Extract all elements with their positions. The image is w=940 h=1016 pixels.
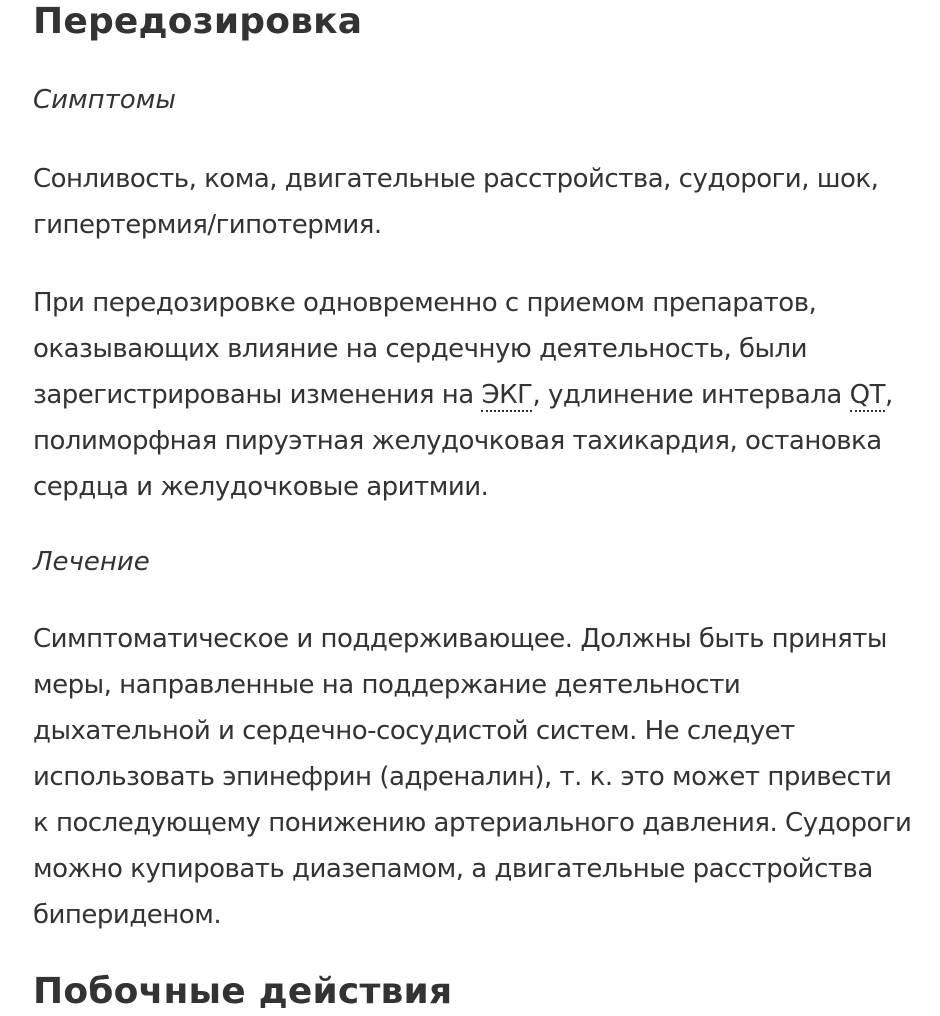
paragraph-symptoms: Сонливость, кома, двигательные расстройства, судороги, шок, гипертермия/гипотермия.: [33, 164, 879, 240]
subheading-symptoms: Симптомы: [33, 85, 176, 115]
cardiac-text-part3: , полиморфная пируэтная желудочковая тахикардия, остановка сердца и желудочковые аритмии.: [33, 380, 893, 502]
paragraph-cardiac-effects: [33, 280, 913, 510]
cardiac-text-part2: , удлинение интервала: [532, 380, 850, 410]
cardiac-text-part1: При передозировке одновременно с приемом препаратов, оказывающих влияние на сердечную деятельность, были зарегистрированы изменения на: [33, 288, 817, 410]
abbr-ecg[interactable]: ЭКГ: [481, 380, 533, 410]
section-title-overdose: Передозировка: [33, 1, 363, 42]
subheading-treatment: Лечение: [33, 547, 150, 577]
abbr-qt[interactable]: QT: [849, 380, 885, 410]
section-title-side-effects: Побочные действия: [33, 971, 453, 1012]
paragraph-treatment: Симптоматическое и поддерживающее. Должны быть приняты меры, направленные на поддержание деятельности дыхательной и сердечно-сосудистой систем. Не следует использовать эпинефрин (адреналин), т. к. это может привести к последующему понижению артериального давления. Судороги можно купировать диазепамом, а двигательные расстройства бипериденом.: [33, 624, 912, 930]
